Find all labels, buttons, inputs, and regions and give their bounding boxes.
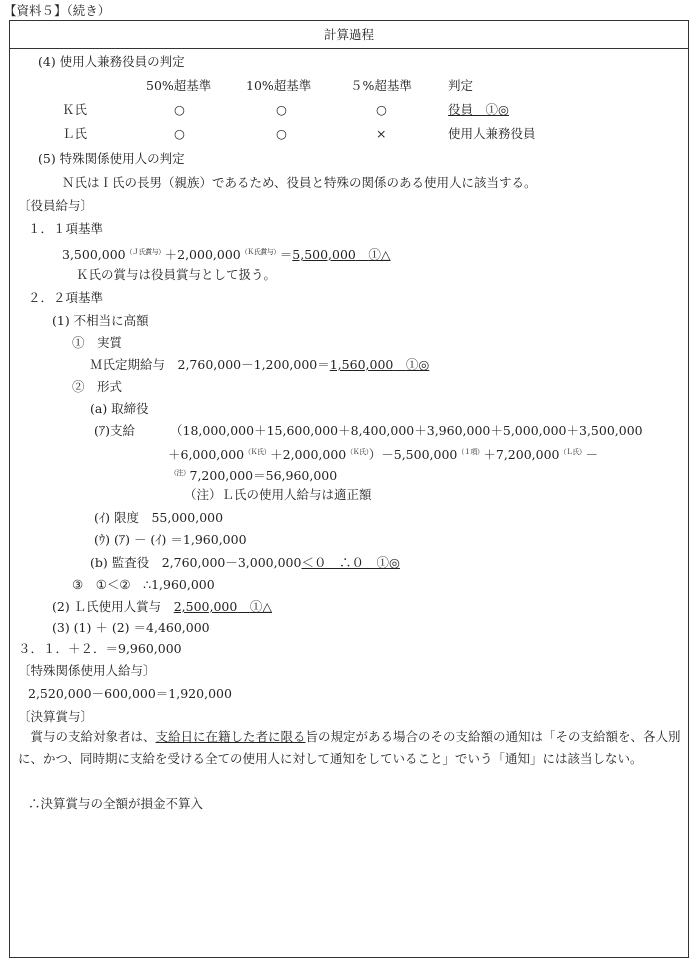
score-mark: ①◎ <box>376 555 400 570</box>
s1-note: Ｋ氏の賞与は役員賞与として扱う。 <box>76 267 277 282</box>
s2-title: ２．２項基準 <box>28 290 104 305</box>
table-header: 計算過程 <box>10 21 688 49</box>
judge-header-result: 判定 <box>448 78 474 93</box>
ia-l2a-note: （Ｋ氏） <box>244 448 271 456</box>
settle-heading: 〔決算賞与〕 <box>18 709 94 724</box>
iii-line: (ｳ) (ｱ) － (ｲ) ＝1,960,000 <box>94 532 247 547</box>
judge-row-k-name: Ｋ氏 <box>62 102 88 117</box>
ia-line-2 <box>168 444 598 463</box>
judge-row-k-result <box>448 102 509 118</box>
ia-l2d: ＋7,200,000 <box>483 447 560 462</box>
spec-pay-expression: 2,520,000－600,000＝1,920,000 <box>28 686 232 701</box>
a-title: (a) 取締役 <box>90 401 149 416</box>
s1-a-note: （Ｊ氏賞与） <box>125 248 165 256</box>
s2-2-result <box>174 599 272 614</box>
ia-l2a: ＋6,000,000 <box>168 447 245 462</box>
calculation-table <box>9 20 689 958</box>
s1-a: 3,500,000 <box>62 247 126 262</box>
settle-p-b: 旨の規定がある場合のその支給額の通知は「その支給額を、各人別に、かつ、同時期に支給を受ける全ての使用人に対して通知をしていること」でいう「通知」には該当しない。 <box>18 729 681 766</box>
ia-line-1: （18,000,000＋15,600,000＋8,400,000＋3,960,000＋5,000,000＋3,500,000 <box>170 423 643 438</box>
exec-heading: 〔役員給与〕 <box>18 198 94 213</box>
ia-l3-note: （注） <box>170 469 190 477</box>
s1-title: １．１項基準 <box>28 221 104 236</box>
document-caption: 【資料５】（続き） <box>4 3 111 18</box>
ia-line-3 <box>170 465 337 484</box>
score-mark: ①◎ <box>485 102 509 117</box>
ia-l2c: ）－5,500,000 <box>368 447 458 462</box>
judge-header-50: 50%超基準 <box>146 78 212 93</box>
s1-b: ＋2,000,000 <box>164 247 241 262</box>
judge-row-l-result: 使用人兼務役員 <box>448 126 536 141</box>
s2-2-label: (2) Ｌ氏使用人賞与 <box>52 599 174 614</box>
s1-result-value: 5,500,000 <box>292 247 356 262</box>
judge-header-10: 10%超基準 <box>246 78 312 93</box>
s1-b-note: （Ｋ氏賞与） <box>240 248 280 256</box>
s2-3-line: (3) (1) ＋ (2) ＝4,460,000 <box>52 620 210 635</box>
judge-row-l-c1: ○ <box>174 126 185 141</box>
m-expression <box>90 357 429 373</box>
ia-label: (ｱ)支給 <box>94 423 136 438</box>
settle-p-underlined: 支給日に在籍した者に限る <box>155 729 306 744</box>
ia-l2b: ＋2,000,000 <box>270 447 347 462</box>
settle-p-a: 賞与の支給対象者は、 <box>18 729 156 744</box>
score-mark: ①◎ <box>405 357 430 372</box>
s2-1-1: ① 実質 <box>72 335 123 350</box>
s2-1: (1) 不相当に高額 <box>52 313 149 328</box>
judge-row-k-c1: ○ <box>174 102 185 117</box>
judge-header-5: ５%超基準 <box>350 78 412 93</box>
m-result <box>330 357 430 372</box>
m-expr: Ｍ氏定期給与 2,760,000－1,200,000＝ <box>90 357 330 372</box>
score-mark: ①△ <box>368 247 391 262</box>
judge-row-k-c3: ○ <box>376 102 387 117</box>
spec-pay-heading: 〔特殊関係使用人給与〕 <box>18 663 156 678</box>
s2-1-2: ② 形式 <box>72 379 123 394</box>
score-mark: ①△ <box>249 599 272 614</box>
judge-title: (4) 使用人兼務役員の判定 <box>38 54 185 69</box>
s2-2-result-value: 2,500,000 <box>173 599 238 614</box>
ia-l3: 7,200,000＝56,960,000 <box>189 468 338 483</box>
judge-row-l-c3: × <box>376 126 387 141</box>
judge-row-k-result-text: 役員 <box>448 102 474 117</box>
b-expr: (b) 監査役 2,760,000－3,000,000 <box>90 555 302 570</box>
s3-line: ③ ①＜② ∴1,960,000 <box>72 577 215 592</box>
s2-2-line <box>52 599 272 615</box>
ia-l2d-note: （Ｌ氏） <box>559 448 586 456</box>
settle-paragraph <box>18 726 684 770</box>
s1-result <box>292 247 390 262</box>
special-title: (5) 特殊関係使用人の判定 <box>38 151 185 166</box>
s1-eq: ＝ <box>279 247 293 262</box>
s1-expression <box>62 244 391 263</box>
total-line: ３．１．＋２．＝9,960,000 <box>18 641 182 656</box>
ia-l2e: － <box>585 447 599 462</box>
special-text: Ｎ氏はＩ氏の長男（親族）であるため、役員と特殊の関係のある使用人に該当する。 <box>62 175 537 190</box>
judge-row-l-c2: ○ <box>276 126 287 141</box>
b-result <box>301 555 399 570</box>
judge-row-l-name: Ｌ氏 <box>62 126 88 141</box>
ia-l2b-note: （Ｋ氏） <box>346 448 369 456</box>
ia-l2c-note: （１項） <box>457 448 484 456</box>
ii-line: (ｲ) 限度 55,000,000 <box>94 510 224 525</box>
b-result-value: ＜０ ∴０ <box>301 555 364 570</box>
judge-row-k-c2: ○ <box>276 102 287 117</box>
settle-conclusion: ∴決算賞与の全額が損金不算入 <box>28 796 204 811</box>
ia-footnote: （注）Ｌ氏の使用人給与は適正額 <box>184 487 372 502</box>
b-line <box>90 555 400 571</box>
m-result-value: 1,560,000 <box>329 357 394 372</box>
